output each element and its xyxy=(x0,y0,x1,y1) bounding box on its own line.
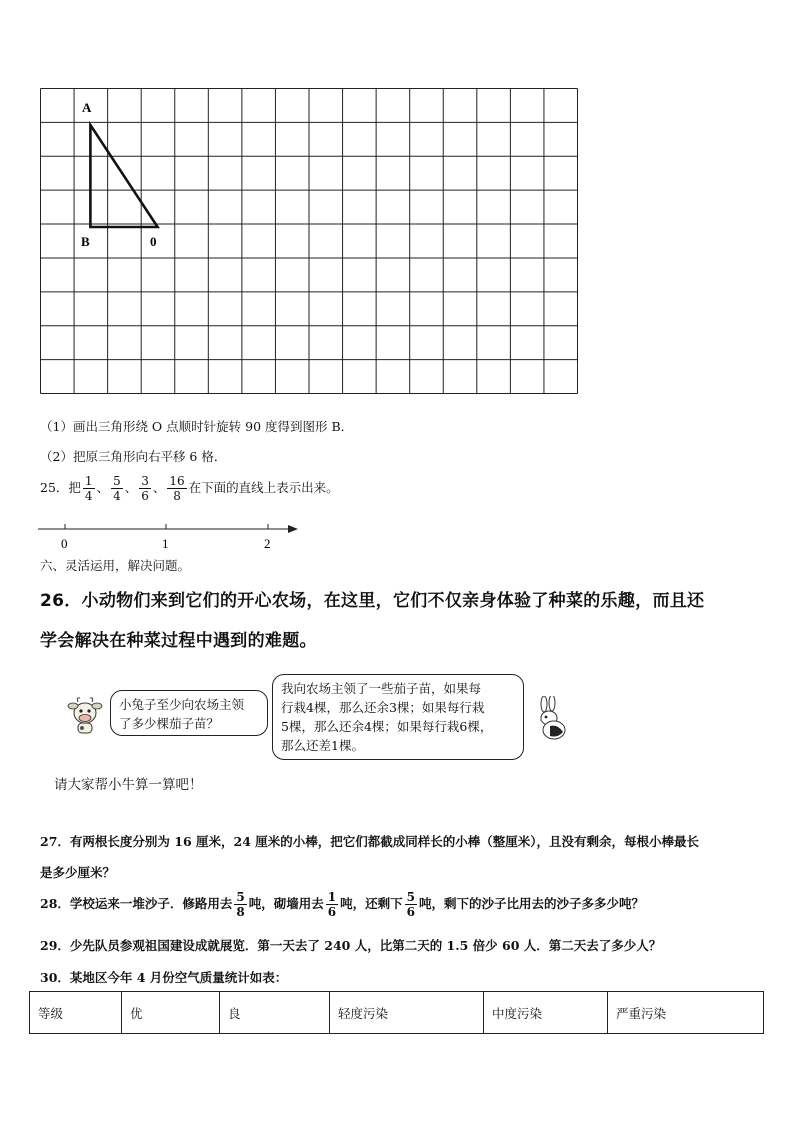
point-label-a: A xyxy=(82,100,92,115)
table-header-cell: 轻度污染 xyxy=(330,992,484,1034)
q29-question: 29．少先队员参观祖国建设成就展览．第一天去了 240 人，比第二天的 1.5 倍少 60 人．第二天去了多少人？ xyxy=(40,938,662,953)
cow-bubble-line: 小兔子至少向农场主领 xyxy=(119,697,245,712)
rabbit-bubble-line: 我向农场主领了一些茄子苗，如果每 xyxy=(281,681,482,696)
cow-icon xyxy=(64,695,106,737)
q26-line1: 26．小动物们来到它们的开心农场，在这里，它们不仅亲身体验了种菜的乐趣，而且还 xyxy=(40,591,705,611)
fraction-denominator: 4 xyxy=(113,489,121,503)
q28-question xyxy=(40,890,644,919)
table-header-cell: 等级 xyxy=(30,992,122,1034)
q27-line2: 是多少厘米？ xyxy=(40,865,116,880)
fraction-denominator: 4 xyxy=(84,489,93,503)
q25-question xyxy=(40,474,339,503)
separator: 、 xyxy=(124,480,138,495)
fraction-denominator: 6 xyxy=(406,905,416,919)
fraction-numerator: 16 xyxy=(169,474,185,488)
fraction xyxy=(139,474,151,503)
fraction xyxy=(111,474,123,503)
fraction xyxy=(83,474,95,503)
number-line-arrow xyxy=(288,525,298,533)
table-row xyxy=(30,992,764,1034)
q24-part2: （2）把原三角形向右平移 6 格． xyxy=(40,449,227,464)
q26-line2: 学会解决在种菜过程中遇到的难题。 xyxy=(40,631,317,651)
q27-line1: 27．有两根长度分别为 16 厘米，24 厘米的小棒，把它们都截成同样长的小棒（整厘米），且没有剩余，每根小棒最长 xyxy=(40,834,699,849)
table-header-cell: 严重污染 xyxy=(608,992,764,1034)
number-line-tick-label: 2 xyxy=(264,536,271,551)
number-line-tick-label: 1 xyxy=(162,536,169,551)
fraction-numerator: 1 xyxy=(84,474,93,488)
fraction xyxy=(405,890,417,919)
triangle-abo xyxy=(90,125,157,227)
fraction-denominator: 8 xyxy=(236,905,245,919)
q28-text: 吨，砌墙用去 xyxy=(248,896,324,911)
q25-suffix: 在下面的直线上表示出来。 xyxy=(188,480,339,495)
table-header-cell: 中度污染 xyxy=(484,992,608,1034)
number-line xyxy=(38,518,300,552)
cow-bubble-line: 了多少棵茄子苗？ xyxy=(119,716,220,731)
separator: 、 xyxy=(152,480,166,495)
fraction-numerator: 1 xyxy=(327,890,337,904)
rabbit-speech-bubble xyxy=(272,674,524,760)
cow-speech-bubble xyxy=(110,690,268,736)
fraction-numerator: 5 xyxy=(113,474,121,488)
q25-prefix: 25．把 xyxy=(40,480,81,495)
rabbit-bubble-line: 5棵，那么还余4棵；如果每行栽6棵， xyxy=(281,719,493,734)
separator: 、 xyxy=(96,480,110,495)
q28-text: 吨，剩下的沙子比用去的沙子多多少吨？ xyxy=(419,896,645,911)
q24-part1: （1）画出三角形绕 O 点顺时针旋转 90 度得到图形 B． xyxy=(40,419,354,434)
table-header-cell: 优 xyxy=(122,992,220,1034)
rabbit-icon xyxy=(532,696,570,742)
fraction-denominator: 6 xyxy=(141,489,149,503)
number-line-tick-label: 0 xyxy=(61,536,68,551)
air-quality-table xyxy=(29,991,764,1034)
fraction xyxy=(167,474,186,503)
point-label-b: B xyxy=(81,234,90,249)
fraction-denominator: 8 xyxy=(173,489,181,503)
grid-figure xyxy=(40,88,578,394)
q28-text: 28．学校运来一堆沙子．修路用去 xyxy=(40,896,233,911)
rabbit-bubble-line: 行栽4棵，那么还余3棵；如果每行栽 xyxy=(281,700,485,715)
fraction-denominator: 6 xyxy=(327,905,337,919)
fraction xyxy=(234,890,246,919)
q28-text: 吨，还剩下 xyxy=(340,896,403,911)
rabbit-bubble-line: 那么还差1棵。 xyxy=(281,738,364,753)
fraction-numerator: 5 xyxy=(406,890,416,904)
q30-question: 30．某地区今年 4 月份空气质量统计如表： xyxy=(40,970,288,985)
point-label-o: 0 xyxy=(150,234,157,249)
fraction xyxy=(326,890,338,919)
section-6-title: 六、灵活运用，解决问题。 xyxy=(40,558,191,573)
fraction-numerator: 3 xyxy=(141,474,149,488)
q26-footer: 请大家帮小牛算一算吧！ xyxy=(54,777,203,793)
fraction-numerator: 5 xyxy=(236,890,245,904)
table-header-cell: 良 xyxy=(220,992,330,1034)
